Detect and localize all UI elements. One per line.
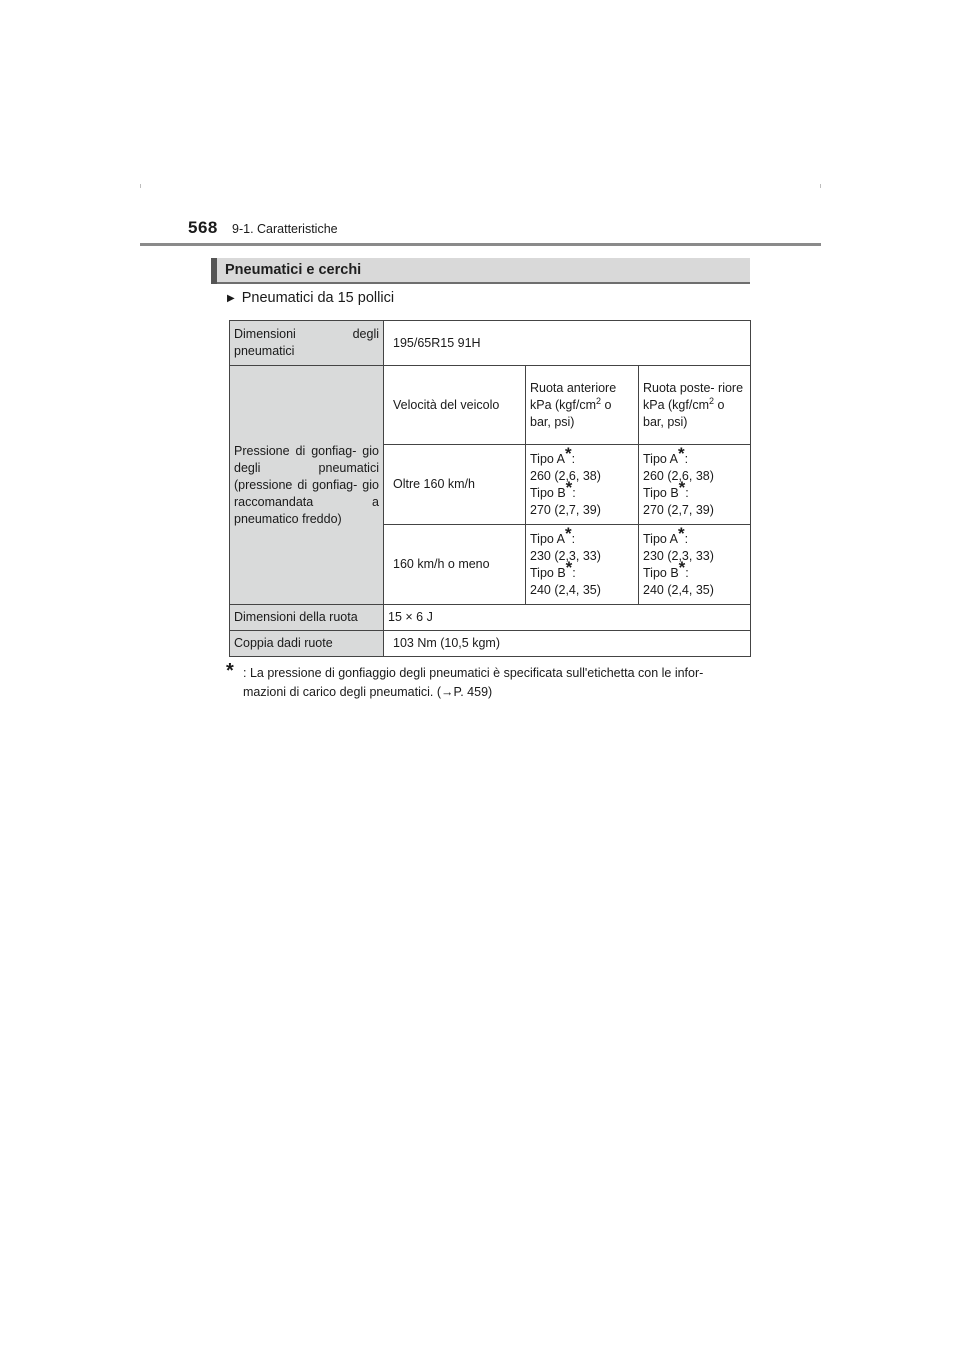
crop-mark-right xyxy=(820,184,821,188)
colon: : xyxy=(684,451,689,466)
asterisk: * xyxy=(677,523,685,543)
title-accent xyxy=(211,258,217,284)
wheel-size-value: 15 × 6 J xyxy=(384,605,751,631)
colon: : xyxy=(685,485,689,500)
footnote xyxy=(226,660,750,702)
asterisk: * xyxy=(565,557,573,577)
front-a-value: 260 (2,6, 38) xyxy=(530,468,601,483)
section-title: 9-1. Caratteristiche xyxy=(232,222,338,236)
triangle-bullet-icon: ▶ xyxy=(227,293,235,304)
asterisk: * xyxy=(564,523,572,543)
colon: : xyxy=(571,531,576,546)
tipo-b-label: Tipo B xyxy=(530,485,566,500)
speed-cell: 160 km/h o meno xyxy=(384,525,526,605)
asterisk: * xyxy=(564,443,572,463)
superscript-2: 2 xyxy=(596,395,602,406)
rear-pressure-cell xyxy=(639,525,751,605)
table-row xyxy=(230,366,751,445)
front-header xyxy=(526,366,639,445)
tipo-a-label: Tipo A xyxy=(530,451,565,466)
subheading-text: Pneumatici da 15 pollici xyxy=(241,290,395,306)
table-row xyxy=(230,631,751,657)
page-heading: Pneumatici e cerchi xyxy=(225,262,362,278)
front-pressure-cell xyxy=(526,525,639,605)
header-rule xyxy=(140,243,821,246)
rear-b-value: 240 (2,4, 35) xyxy=(643,582,714,597)
superscript-2: 2 xyxy=(709,395,715,406)
colon: : xyxy=(572,485,576,500)
rear-a-value: 230 (2,3, 33) xyxy=(643,548,714,563)
footnote-line-1: : La pressione di gonfiaggio degli pneumatici è specificata sull'etichetta con le infor- xyxy=(243,666,704,680)
colon: : xyxy=(572,565,576,580)
tipo-b-label: Tipo B xyxy=(643,485,679,500)
front-b-value: 240 (2,4, 35) xyxy=(530,582,601,597)
speed-cell: Oltre 160 km/h xyxy=(384,445,526,525)
subheading xyxy=(227,290,394,306)
wheel-size-label: Dimensioni della ruota xyxy=(230,605,384,631)
rear-header xyxy=(639,366,751,445)
rear-a-value: 260 (2,6, 38) xyxy=(643,468,714,483)
footnote-line-2: mazioni di carico degli pneumatici. (→P. 459) xyxy=(243,685,493,699)
title-bar xyxy=(211,258,750,284)
asterisk: * xyxy=(678,557,686,577)
rear-header-text: Ruota poste- riore kPa (kgf/cm xyxy=(643,380,744,412)
dimension-label: Dimensioni degli pneumatici xyxy=(230,321,384,366)
nut-torque-value: 103 Nm (10,5 kgm) xyxy=(384,631,751,657)
tipo-b-label: Tipo B xyxy=(530,565,566,580)
front-b-value: 270 (2,7, 39) xyxy=(530,502,601,517)
rear-pressure-cell xyxy=(639,445,751,525)
rear-b-value: 270 (2,7, 39) xyxy=(643,502,714,517)
asterisk: * xyxy=(565,477,573,497)
front-header-tail: o bar, psi) xyxy=(530,397,612,429)
front-a-value: 230 (2,3, 33) xyxy=(530,548,601,563)
nut-torque-label: Coppia dadi ruote xyxy=(230,631,384,657)
tire-spec-table xyxy=(229,320,751,657)
speed-header: Velocità del veicolo xyxy=(384,366,526,445)
crop-mark-left xyxy=(140,184,141,188)
front-header-text: Ruota anteriore kPa (kgf/cm xyxy=(530,380,617,412)
tipo-a-label: Tipo A xyxy=(643,531,678,546)
front-pressure-cell xyxy=(526,445,639,525)
tipo-a-label: Tipo A xyxy=(643,451,678,466)
page-number: 568 xyxy=(188,218,218,237)
table-row xyxy=(230,321,751,366)
colon: : xyxy=(685,565,689,580)
pressure-label: Pressione di gonfiag- gio degli pneumatici (pressione di gonfiag- gio raccomandata a pneumatico freddo) xyxy=(230,366,384,605)
tipo-b-label: Tipo B xyxy=(643,565,679,580)
dimension-value: 195/65R15 91H xyxy=(384,321,751,366)
colon: : xyxy=(684,531,689,546)
colon: : xyxy=(571,451,576,466)
footnote-asterisk: * xyxy=(226,660,234,682)
asterisk: * xyxy=(678,477,686,497)
tipo-a-label: Tipo A xyxy=(530,531,565,546)
table-row xyxy=(230,605,751,631)
rear-header-tail: o bar, psi) xyxy=(643,397,725,429)
asterisk: * xyxy=(677,443,685,463)
